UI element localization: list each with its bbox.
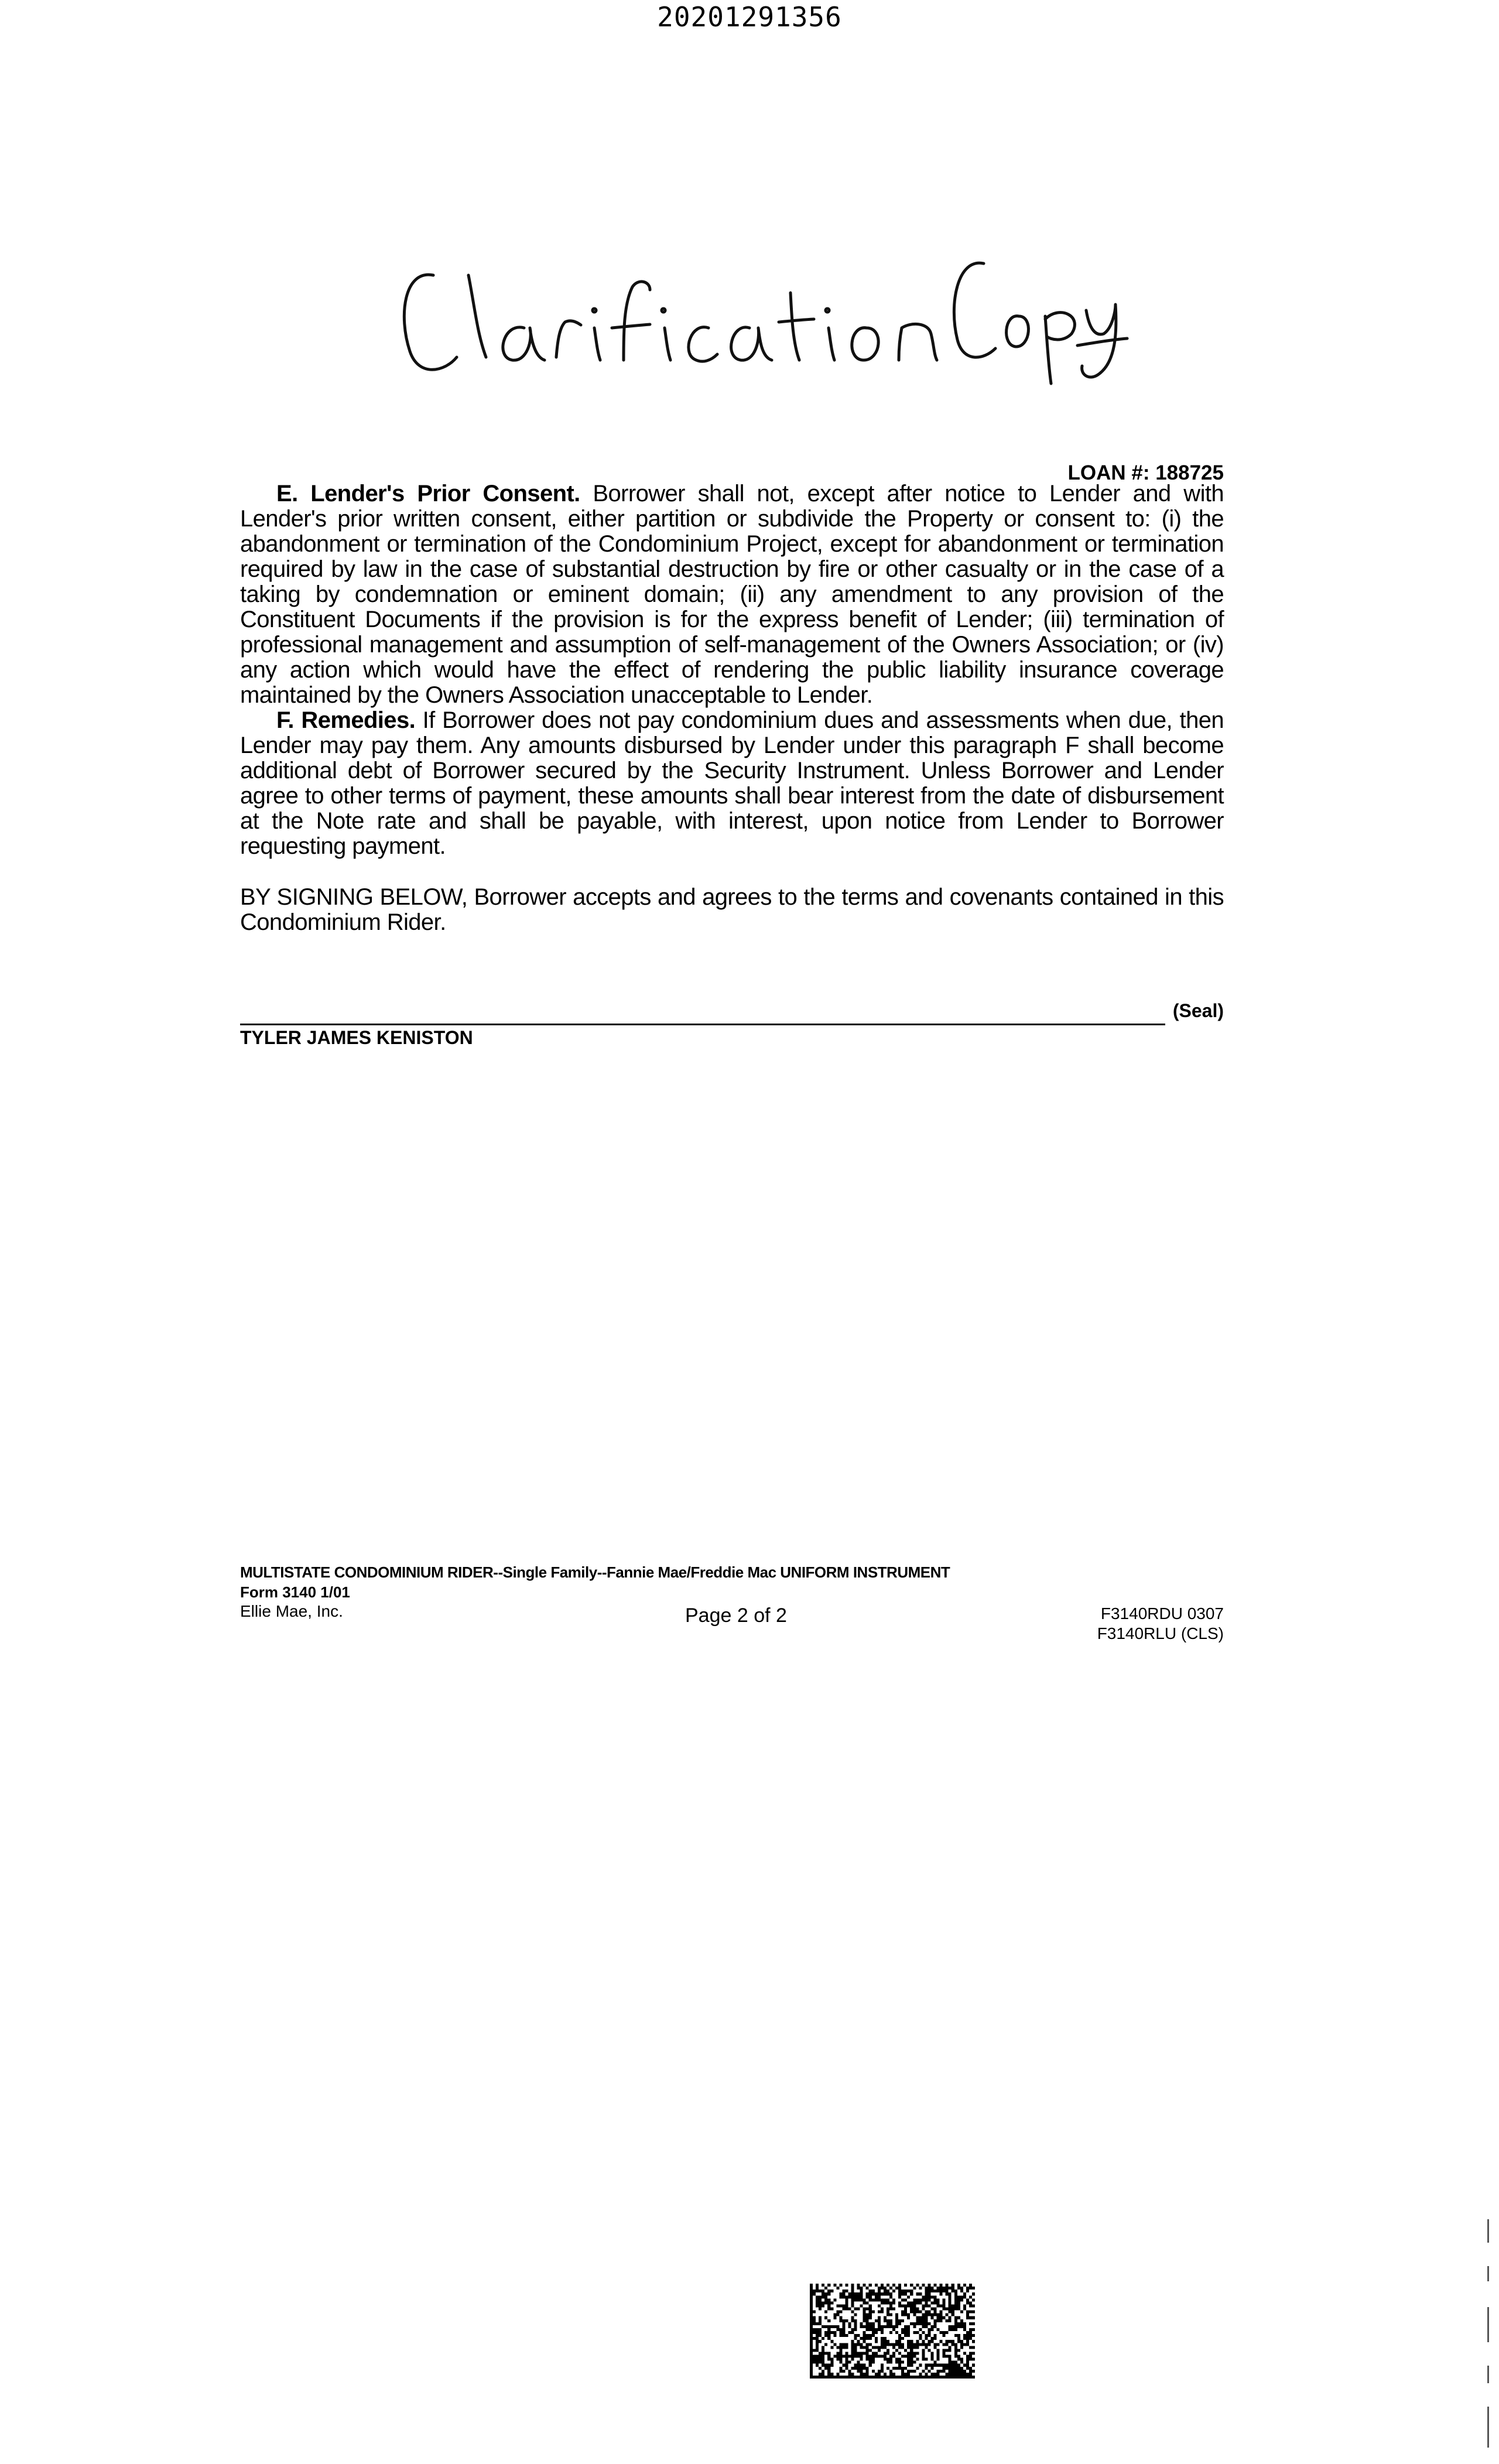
- footer-vendor: Ellie Mae, Inc.: [240, 1602, 343, 1620]
- rider-body: [240, 481, 1224, 935]
- form-footer: [240, 1563, 1224, 1657]
- seal-label: (Seal): [1172, 1000, 1224, 1021]
- signer-name: TYLER JAMES KENISTON: [240, 1027, 473, 1048]
- signature-block: [240, 995, 1224, 1054]
- footer-form-number: Form 3140 1/01: [240, 1583, 350, 1601]
- footer-form-title: MULTISTATE CONDOMINIUM RIDER--Single Family--Fannie Mae/Freddie Mac UNIFORM INSTRUMENT: [240, 1563, 950, 1581]
- scan-edge-marks: [1487, 2213, 1491, 2459]
- section-e-heading: E. Lender's Prior Consent.: [276, 481, 580, 507]
- footer-page-number: Page 2 of 2: [685, 1604, 787, 1627]
- signing-statement: BY SIGNING BELOW, Borrower accepts and agrees to the terms and covenants contained in this Condominium Rider.: [240, 884, 1224, 935]
- document-number: 20201291356: [657, 1, 842, 33]
- handwritten-clarification-note: [392, 240, 1130, 386]
- section-f-text: If Borrower does not pay condominium dues and assessments when due, then Lender may pay them. Any amounts disbursed by Lender under this paragraph F shall become additional debt of Borrower secured by the Security Instrument. Unless Borrower and Lender agree to other terms of payment, these amounts shall bear interest from the date of disbursement at the Note rate and shall be payable, with interest, upon notice from Lender to Borrower requesting payment.: [240, 707, 1224, 859]
- section-e-paragraph: [240, 481, 1224, 708]
- signature-line: [240, 1024, 1165, 1025]
- footer-code-2: F3140RLU (CLS): [1097, 1624, 1224, 1642]
- section-f-heading: F. Remedies.: [276, 707, 416, 733]
- 2d-barcode-icon: [810, 2284, 975, 2379]
- footer-code-1: F3140RDU 0307: [1100, 1604, 1224, 1623]
- section-e-text: Borrower shall not, except after notice to Lender and with Lender's prior written consent, either partition or subdivide the Property or consent to: (i) the abandonment or termination of the Condominium Project, except for abandonment or termination required by law in the case of substantial destruction by fire or other casualty or in the case of a taking by condemnation or eminent domain; (ii) any amendment to any provision of the Constituent Documents if the provision is for the express benefit of Lender; (iii) termination of professional management and assumption of self-management of the Owners Association; or (iv) any action which would have the effect of rendering the public liability insurance coverage maintained by the Owners Association unacceptable to Lender.: [240, 481, 1224, 708]
- loan-number: LOAN #: 188725: [1067, 461, 1224, 484]
- section-f-paragraph: [240, 708, 1224, 859]
